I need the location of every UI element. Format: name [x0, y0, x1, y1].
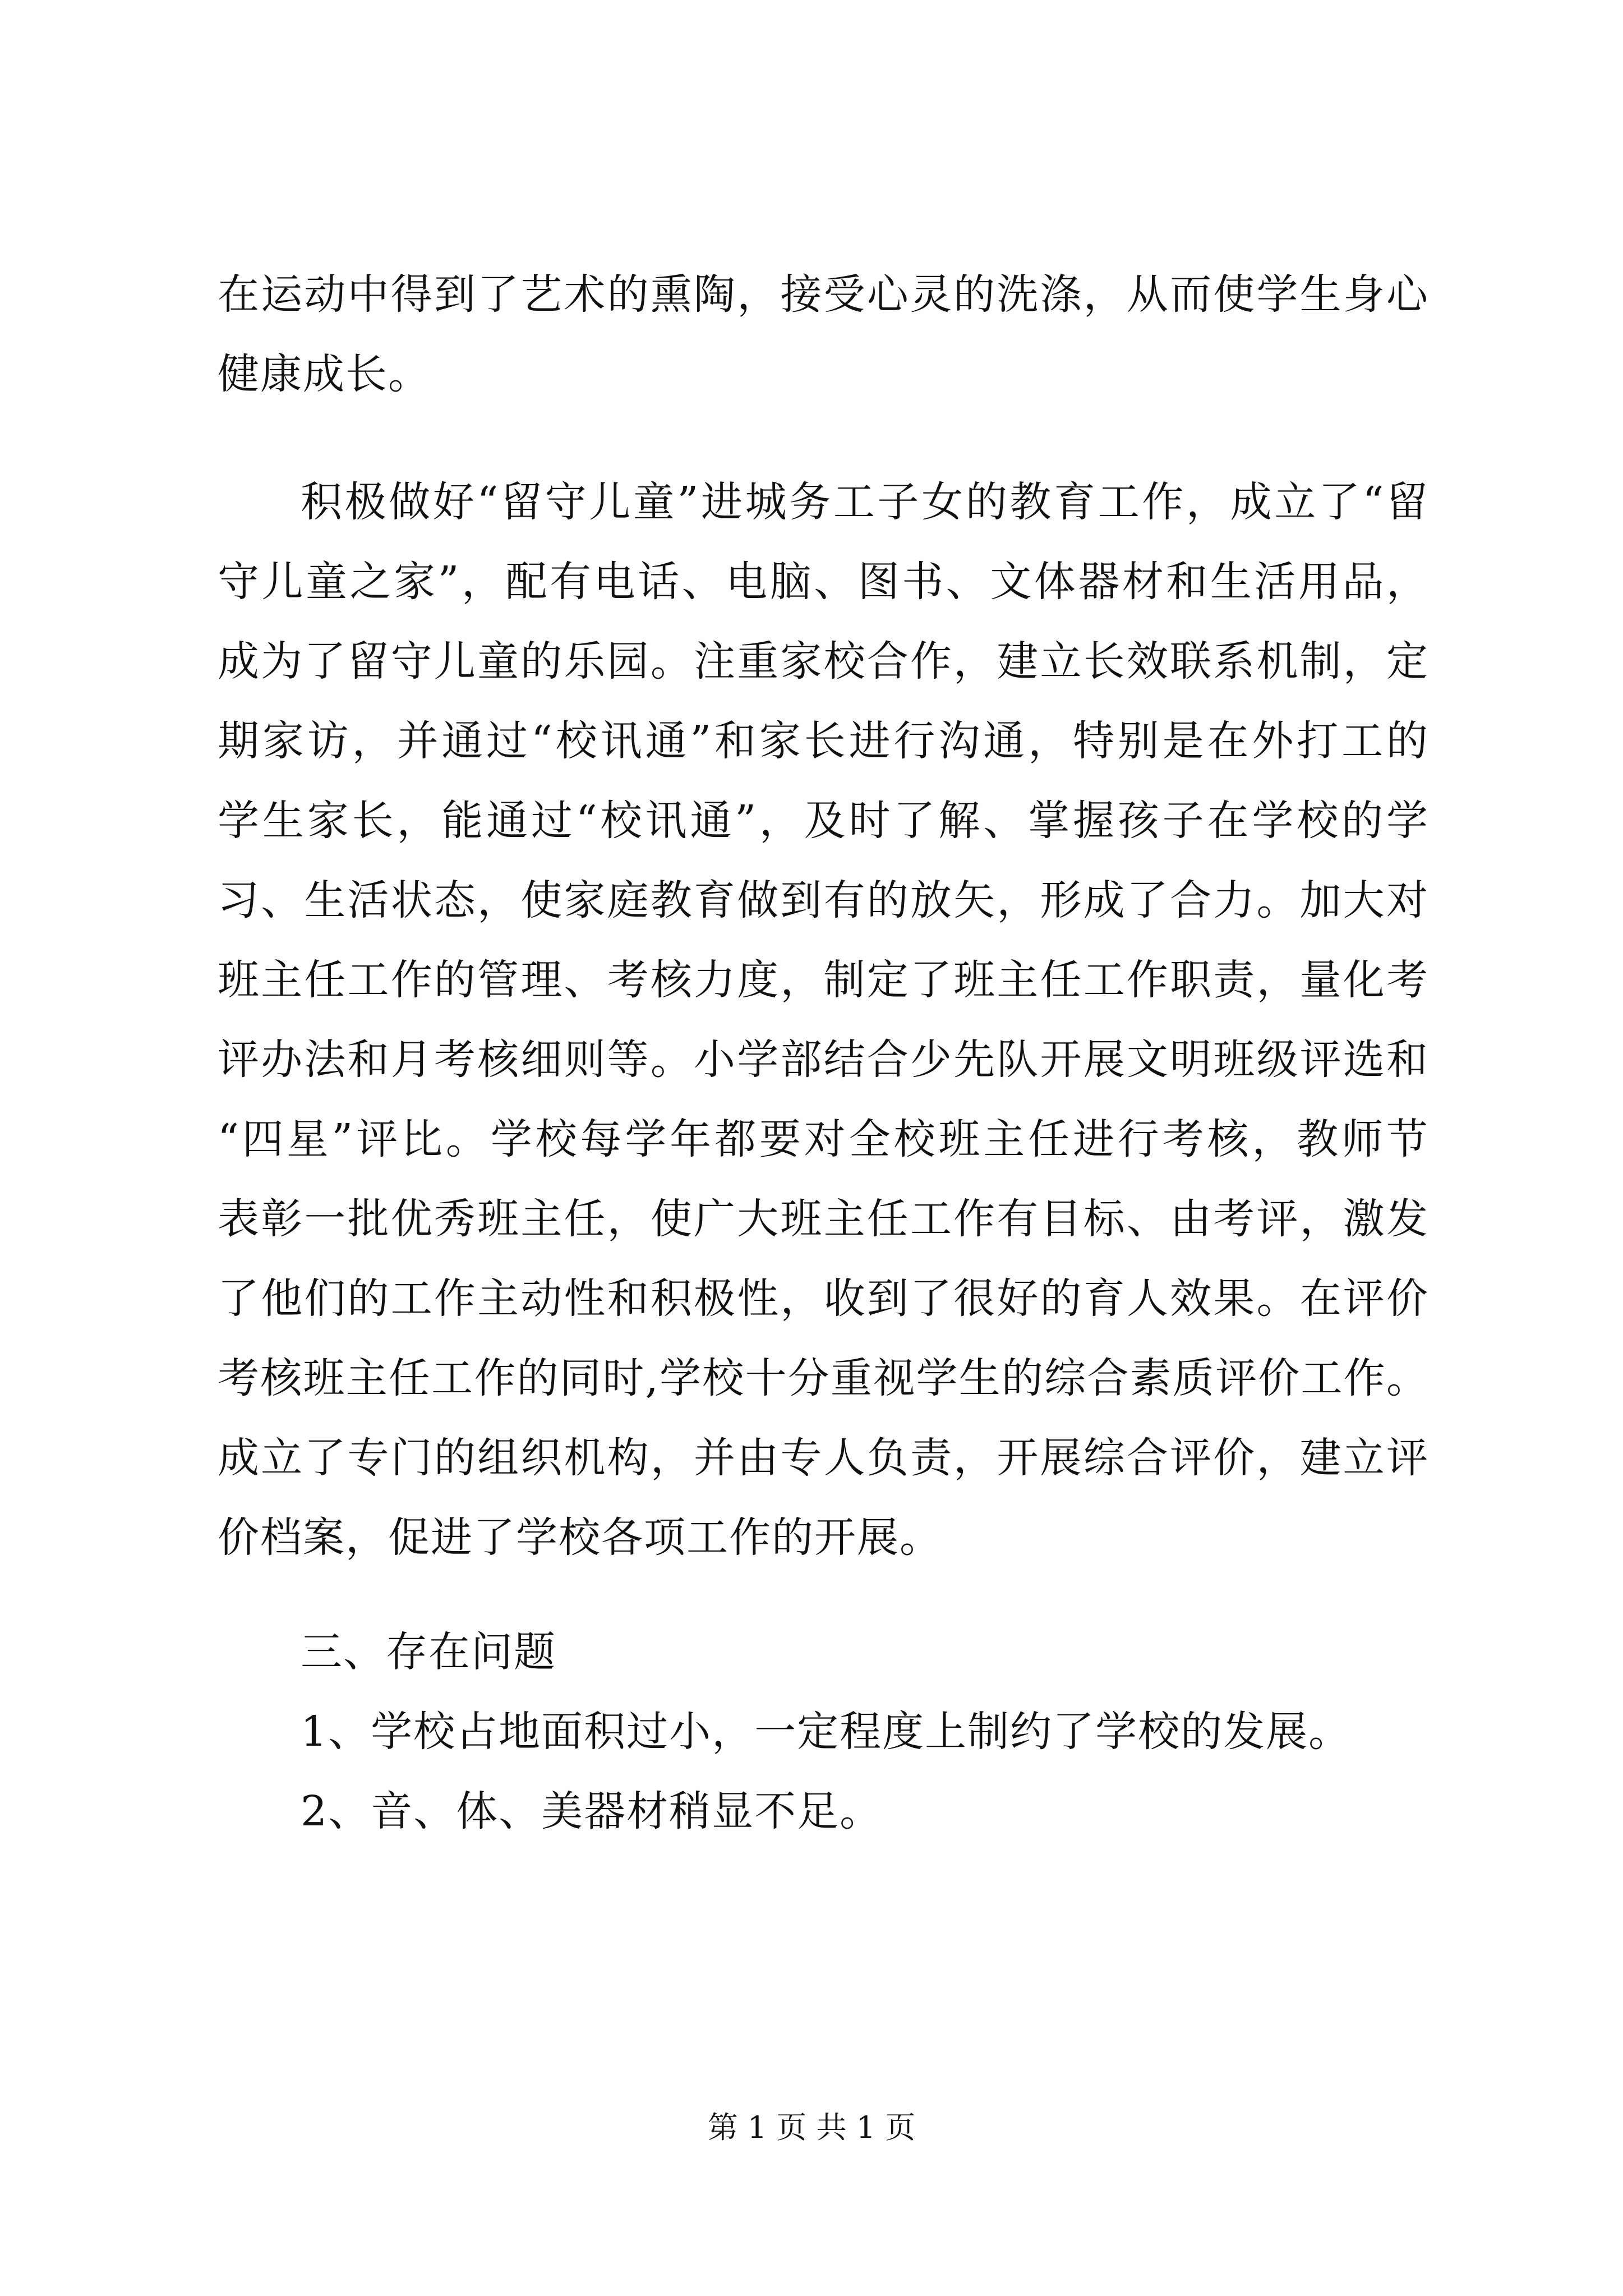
text-line: 价档案，促进了学校各项工作的开展。	[218, 1513, 942, 1562]
text-line: 学生家长，能通过“校讯通”，及时了解、掌握孩子在学校的学	[218, 797, 1429, 845]
text-line: “四星”评比。学校每学年都要对全校班主任进行考核，教师节	[218, 1115, 1429, 1163]
text-line: 评办法和月考核细则等。小学部结合少先队开展文明班级评选和	[218, 1036, 1429, 1084]
section-heading: 三、存在问题	[301, 1628, 556, 1676]
text-line: 在运动中得到了艺术的熏陶，接受心灵的洗涤，从而使学生身心	[218, 270, 1429, 319]
list-item: 1、学校占地面积过小，一定程度上制约了学校的发展。	[301, 1708, 1352, 1756]
text-line: 健康成长。	[218, 350, 431, 398]
text-line: 班主任工作的管理、考核力度，制定了班主任工作职责，量化考	[218, 956, 1429, 1004]
list-item: 2、音、体、美器材稍显不足。	[301, 1787, 883, 1835]
text-line: 考核班主任工作的同时,学校十分重视学生的综合素质评价工作。	[218, 1354, 1429, 1402]
page-number-footer: 第 1 页 共 1 页	[707, 2110, 916, 2145]
text-line: 守儿童之家”，配有电话、电脑、图书、文体器材和生活用品，	[218, 558, 1429, 606]
text-line: 成为了留守儿童的乐园。注重家校合作，建立长效联系机制，定	[218, 637, 1429, 685]
text-line: 了他们的工作主动性和积极性，收到了很好的育人效果。在评价	[218, 1274, 1429, 1323]
text-line: 习、生活状态，使家庭教育做到有的放矢，形成了合力。加大对	[218, 876, 1429, 924]
text-line: 成立了专门的组织机构，并由专人负责，开展综合评价，建立评	[218, 1434, 1429, 1482]
text-line: 积极做好“留守儿童”进城务工子女的教育工作，成立了“留	[301, 478, 1429, 526]
text-line: 期家访，并通过“校讯通”和家长进行沟通，特别是在外打工的	[218, 717, 1429, 765]
text-line: 表彰一批优秀班主任，使广大班主任工作有目标、由考评，激发	[218, 1195, 1429, 1243]
